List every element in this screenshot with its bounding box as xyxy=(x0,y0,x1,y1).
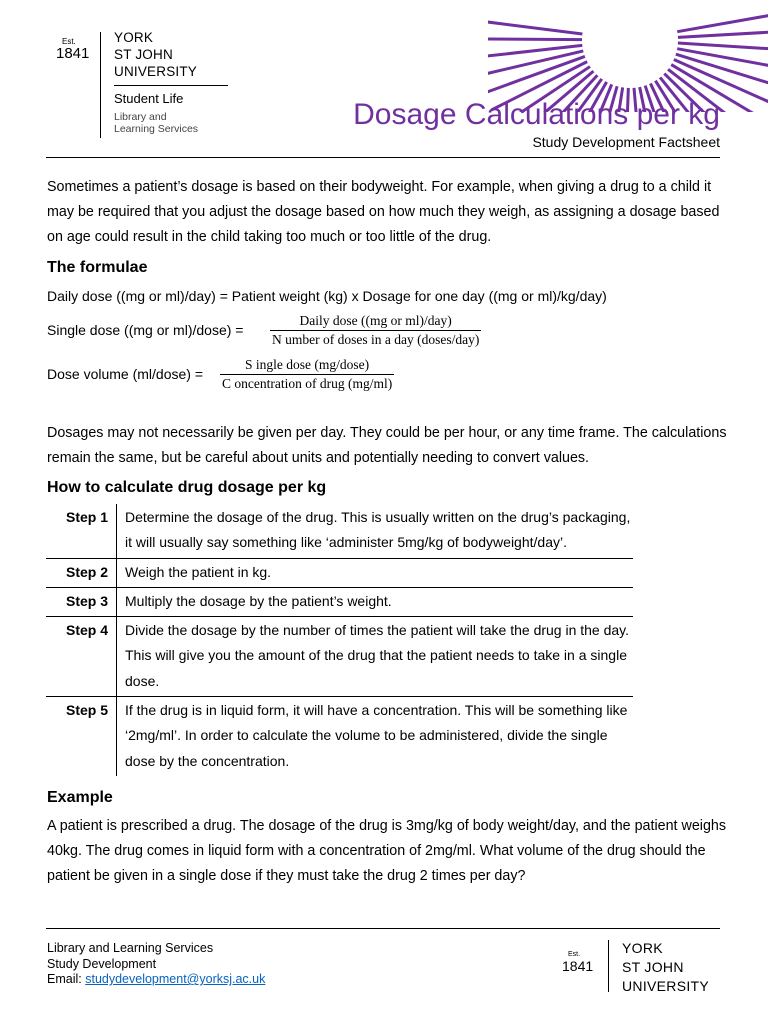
footer-line-2: Study Development xyxy=(47,956,157,971)
dose-volume-fraction xyxy=(220,357,394,392)
footer-email-line xyxy=(47,972,265,988)
logo-rule xyxy=(114,85,228,86)
step-text: Multiply the dosage by the patient’s weight. xyxy=(117,587,634,616)
step-label: Step 5 xyxy=(46,697,117,776)
intro-paragraph: Sometimes a patient’s dosage is based on their bodyweight. For example, when giving a drug to a child it may be required that you adjust the dosage based on how much they weigh, as assigning a dosage based on age could result in the child taking too much or too little of the drug. xyxy=(47,179,720,246)
header-rule xyxy=(46,157,720,158)
sunburst-ray xyxy=(678,43,768,50)
single-dose-fraction xyxy=(270,313,481,348)
footer-line-1: Library and Learning Services xyxy=(47,941,214,955)
page-title: Dosage Calculations per kg xyxy=(353,98,720,131)
single-dose-denominator: N umber of doses in a day (doses/day) xyxy=(272,332,480,347)
sunburst-ray xyxy=(488,21,582,34)
step-text: If the drug is in liquid form, it will have a concentration. This will be something like ‘2mg/ml’. In order to calculate the volume to be administered, divide the single dose by the concentration. xyxy=(125,702,628,769)
step-text: Divide the dosage by the number of times the patient will take the drug in the day. This will give you the amount of the drug that the patient needs to take in a single dose. xyxy=(117,617,634,697)
units-note-paragraph: Dosages may not necessarily be given per day. They could be per hour, or any time frame. The calculations remain the same, but be careful about units and potentially needing to convert values. xyxy=(47,425,727,467)
sunburst-graphic xyxy=(488,0,768,112)
library-services-label xyxy=(114,111,198,135)
university-name xyxy=(114,29,197,80)
footer-rule xyxy=(46,928,720,929)
sunburst-ray xyxy=(677,13,768,32)
lls-line-1: Library and xyxy=(114,111,167,123)
step-row xyxy=(46,617,633,697)
example-paragraph: A patient is prescribed a drug. The dosage of the drug is 3mg/kg of body weight/day, and the patient weighs 40kg. The drug comes in liquid form with a concentration of 2mg/ml. What volume of the drug should the patient be given in a single dose if they must take the drug 2 times per day? xyxy=(47,818,727,885)
step-row xyxy=(46,697,633,776)
steps-table xyxy=(46,504,633,776)
single-dose-label: Single dose ((mg or ml)/dose) = xyxy=(47,322,244,338)
page-subtitle: Study Development Factsheet xyxy=(532,134,720,150)
step-text: Weigh the patient in kg. xyxy=(117,558,634,587)
footer-university-line-1: YORK xyxy=(622,940,663,956)
step-label: Step 2 xyxy=(46,558,117,587)
step-label: Step 4 xyxy=(46,617,117,697)
daily-dose-formula: Daily dose ((mg or ml)/day) = Patient weight (kg) x Dosage for one day ((mg or ml)/kg/day) xyxy=(47,288,607,304)
lls-line-2: Learning Services xyxy=(114,123,199,135)
university-line-1: YORK xyxy=(114,30,154,45)
footer-logo-est: Est. xyxy=(568,951,581,958)
single-dose-numerator: Daily dose ((mg or ml)/day) xyxy=(299,313,452,328)
example-heading: Example xyxy=(47,789,113,806)
dose-volume-denominator: C oncentration of drug (mg/ml) xyxy=(222,376,393,391)
dose-volume-numerator: S ingle dose (mg/dose) xyxy=(245,357,370,372)
footer-university-line-2: ST JOHN xyxy=(622,959,684,975)
step-label: Step 3 xyxy=(46,587,117,616)
step-label: Step 1 xyxy=(46,504,117,558)
student-life-label: Student Life xyxy=(114,91,184,106)
sunburst-ray xyxy=(678,31,768,37)
howto-heading: How to calculate drug dosage per kg xyxy=(47,479,327,496)
sunburst-ray xyxy=(488,39,582,40)
footer-logo-divider xyxy=(608,940,609,992)
logo-est: Est. xyxy=(62,37,76,46)
step-row xyxy=(46,558,633,587)
step-row xyxy=(46,587,633,616)
footer-university-name xyxy=(622,939,709,996)
dose-volume-label: Dose volume (ml/dose) = xyxy=(47,366,204,382)
footer-email-label: Email: xyxy=(47,972,82,986)
formulae-heading: The formulae xyxy=(47,259,148,276)
university-line-3: UNIVERSITY xyxy=(114,64,198,79)
step-text: Determine the dosage of the drug. This is usually written on the drug’s packaging, it will usually say something like ‘administer 5mg/kg of bodyweight/day’. xyxy=(117,504,634,558)
logo-year: 1841 xyxy=(56,45,90,62)
footer-logo-year: 1841 xyxy=(562,958,594,974)
university-line-2: ST JOHN xyxy=(114,47,173,62)
footer-contact xyxy=(47,941,265,988)
footer-email-link[interactable]: studydevelopment@yorksj.ac.uk xyxy=(85,972,266,986)
logo-divider xyxy=(100,32,101,138)
footer-university-line-3: UNIVERSITY xyxy=(622,978,710,994)
step-row xyxy=(46,504,633,558)
